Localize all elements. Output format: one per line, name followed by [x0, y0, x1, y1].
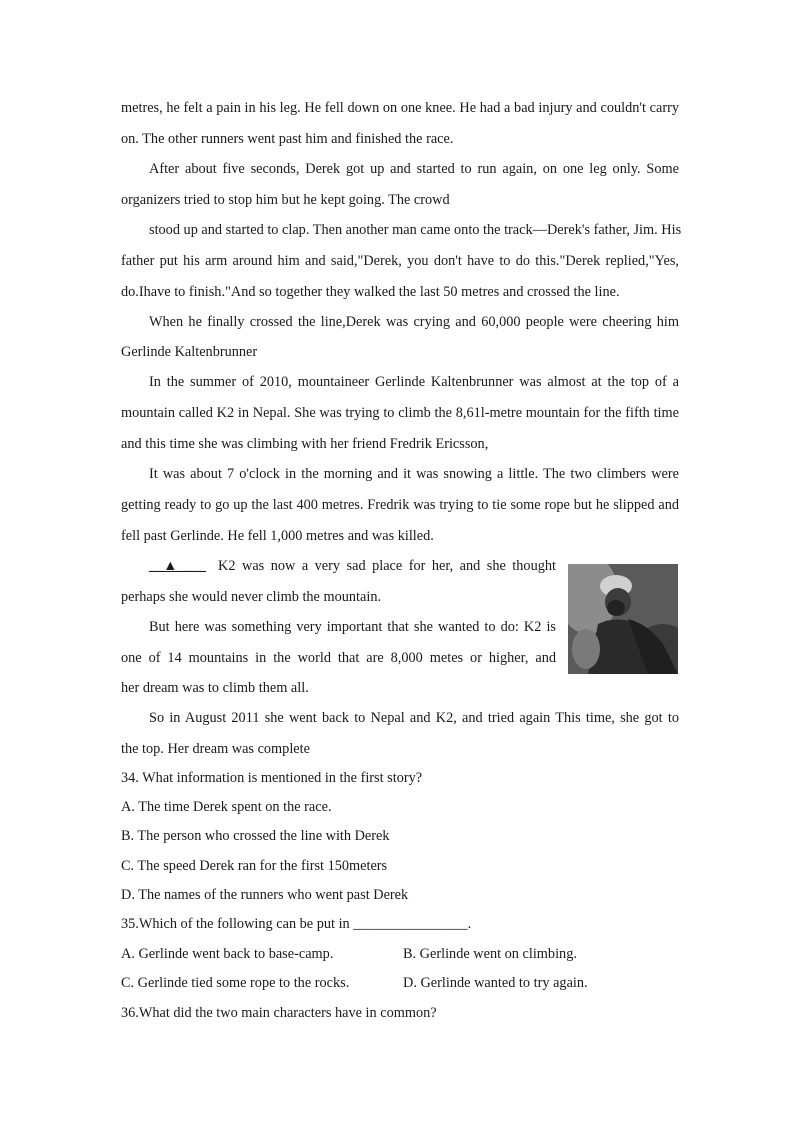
question-34-option-c: C. The speed Derek ran for the first 150meters — [121, 858, 388, 874]
passage-line: mountain called K2 in Nepal. She was trying to climb the 8,61l-metre mountain for the fifth time — [121, 405, 679, 421]
passage-line: organizers tried to stop him but he kept going. The crowd — [121, 192, 450, 208]
question-36: 36.What did the two main characters have in common? — [121, 1005, 437, 1021]
passage-line-with-blank — [149, 556, 556, 576]
passage-line: metres, he felt a pain in his leg. He fell down on one knee. He had a bad injury and couldn't carry — [121, 100, 679, 116]
passage-line: do.Ihave to finish."And so together they walked the last 50 metres and crossed the line. — [121, 284, 620, 300]
passage-line: After about five seconds, Derek got up and started to run again, on one leg only. Some — [149, 161, 679, 177]
passage-line: her dream was to climb them all. — [121, 680, 309, 696]
question-34: 34. What information is mentioned in the first story? — [121, 770, 423, 786]
question-35: 35.Which of the following can be put in ________________. — [121, 916, 472, 932]
passage-text: K2 was now a very sad place for her, and she thought — [218, 558, 556, 574]
question-35-option-c: C. Gerlinde tied some rope to the rocks. — [121, 975, 350, 991]
passage-line: So in August 2011 she went back to Nepal and K2, and tried again This time, she got to — [149, 710, 679, 726]
passage-line: In the summer of 2010, mountaineer Gerlinde Kaltenbrunner was almost at the top of a — [149, 374, 679, 390]
passage-line: fell past Gerlinde. He fell 1,000 metres and was killed. — [121, 528, 434, 544]
passage-line: When he finally crossed the line,Derek was crying and 60,000 people were cheering him — [149, 314, 679, 330]
question-35-option-b: B. Gerlinde went on climbing. — [403, 946, 577, 962]
passage-line: stood up and started to clap. Then another man came onto the track—Derek's father, Jim. His — [149, 222, 682, 238]
passage-line: one of 14 mountains in the world that are 8,000 metes or higher, and — [121, 650, 556, 666]
passage-line: It was about 7 o'clock in the morning and it was snowing a little. The two climbers were — [149, 466, 679, 482]
climber-photo — [568, 564, 678, 674]
answer-blank: __▲____ — [149, 558, 207, 574]
question-34-option-a: A. The time Derek spent on the race. — [121, 799, 332, 815]
passage-line: But here was something very important that she wanted to do: K2 is — [149, 619, 556, 635]
passage-line: the top. Her dream was complete — [121, 741, 310, 757]
question-34-option-b: B. The person who crossed the line with Derek — [121, 828, 390, 844]
passage-line: perhaps she would never climb the mountain. — [121, 589, 382, 605]
passage-line: getting ready to go up the last 400 metres. Fredrik was trying to tie some rope but he slipped and — [121, 497, 679, 513]
passage-line: and this time she was climbing with her friend Fredrik Ericsson, — [121, 436, 489, 452]
question-34-option-d: D. The names of the runners who went past Derek — [121, 887, 409, 903]
question-35-option-d: D. Gerlinde wanted to try again. — [403, 975, 588, 991]
passage-line: on. The other runners went past him and finished the race. — [121, 131, 454, 147]
passage-line: father put his arm around him and said,"Derek, you don't have to do this."Derek replied,"Yes, — [121, 253, 679, 269]
section-heading: Gerlinde Kaltenbrunner — [121, 344, 258, 360]
question-35-option-a: A. Gerlinde went back to base-camp. — [121, 946, 334, 962]
climber-photo-image — [568, 564, 678, 674]
